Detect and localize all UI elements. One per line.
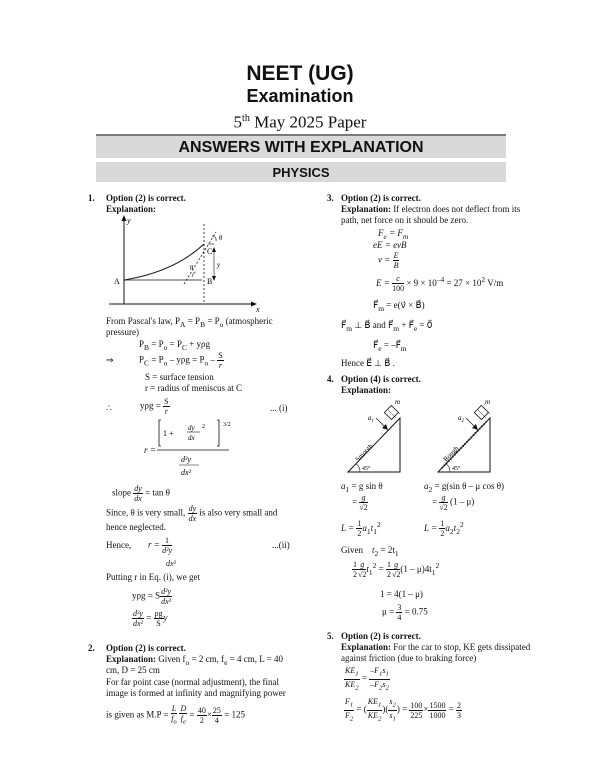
svg-text:dx: dx: [188, 434, 195, 442]
q4-incline-figure: [338, 398, 518, 476]
exam-subtitle: Examination: [246, 86, 354, 106]
q1-eq-yrhog: yρg = S $\frac{\text{d²y}}{\text{dx²}}$: [132, 587, 172, 606]
y-dimension-label: y: [217, 261, 221, 269]
y-axis-label: y: [127, 216, 131, 225]
svg-text:dy: dy: [188, 424, 195, 432]
q1-putting-line: Putting r in Eq. (i), we get: [106, 572, 200, 582]
svg-text:1 +: 1 +: [163, 429, 174, 438]
q1-number: 1.: [88, 193, 95, 203]
q4-explanation-label: Explanation:: [341, 385, 392, 395]
q1-eq-ii-tag: ...(ii): [272, 540, 290, 550]
q5-option: Option (2) is correct.: [341, 631, 421, 641]
theta-bottom-label: θ: [190, 264, 194, 272]
q4-number: 4.: [327, 374, 334, 384]
q1-s-def: S = surface tension: [145, 372, 214, 382]
q5-number: 5.: [327, 631, 334, 641]
theta-arc-top: [212, 236, 216, 241]
exam-title: NEET (UG): [246, 62, 354, 85]
q2-line2: cm, D = 25 cm: [106, 665, 160, 675]
q4-c2: = $\frac{g}{√2}$ (1 – μ): [432, 493, 475, 512]
block-rough: [474, 405, 488, 419]
q1-eq-pc: $P_C = P_o - y\rho g = P_o$ – $\frac{S}{r}$: [139, 351, 223, 370]
rough-incline: [438, 418, 490, 472]
q1-r-eq-label: r =: [144, 445, 156, 455]
q1-eq-pb: $P_B = P_o = P_C + y\rho g$: [139, 339, 211, 352]
q3-eq-Fm: $F⃗_m$ = e(v⃗ × B⃗): [373, 300, 425, 313]
q1-eq-i-tag: ... (i): [270, 403, 288, 413]
q1-hence-eq-bottom: dx²: [166, 559, 176, 568]
q1-r-formula: [157, 418, 237, 482]
q2-number: 2.: [88, 643, 95, 653]
smooth-label: Smooth: [353, 442, 375, 464]
q5-line2: against friction (due to braking force): [341, 653, 477, 663]
angle-label-1: 45°: [362, 466, 371, 472]
q4-result2: μ = $\frac{3}{4}$ = 0.75: [382, 603, 428, 622]
svg-text:3/2: 3/2: [223, 422, 231, 428]
q2-line4: image is formed at infinity and magnifying power: [106, 688, 286, 698]
q4-a1: $a_1 = g$ sin θ: [341, 481, 383, 494]
meniscus-curve: [124, 244, 204, 280]
point-b-label: B: [207, 277, 213, 286]
rough-label: Rough: [441, 444, 461, 464]
q4-c1: = $\frac{g}{√2}$: [352, 493, 368, 512]
angle-label-2: 45°: [452, 466, 461, 472]
q3-line2: path, net force on it should be zero.: [341, 215, 469, 225]
q3-eq-eE: eE = evB: [373, 240, 407, 250]
q3-eq-v: v = $\frac{E}{B}$: [378, 251, 399, 270]
q3-line1: Explanation: If electron does not deflect from its: [341, 204, 521, 214]
q3-hence: Hence E⃗ ⊥ B⃗ .: [341, 358, 395, 368]
q1-eq-final: $\frac{\text{d²y}}{\text{dx²}}$ = $\frac{\rho g}{S}$ y: [133, 609, 168, 628]
q1-since-line: Since, θ is very small, $\frac{dy}{dx}$ is also very small and: [106, 504, 278, 523]
q1-implies-arrow: ⇒: [106, 355, 114, 365]
accel-label-1: $a_1$: [368, 414, 374, 424]
q4-equation: $\frac{1}{2}$ $\frac{g}{√2}$ $t_1^2$ = $\frac{1}{2}$ $\frac{g}{√2}$ $(1 - \mu)4t_1^2$: [353, 560, 440, 580]
q4-a2: $a_2 = g(\sin$ θ – μ cos θ): [424, 481, 505, 494]
y-axis-arrow: [122, 215, 127, 221]
q5-line1: Explanation: For the car to stop, KE gets dissipated: [341, 642, 531, 652]
theta-top-label: θ: [219, 234, 223, 242]
point-a-label: A: [114, 277, 120, 286]
accel-label-2: $a_2$: [458, 414, 464, 424]
svg-text:2: 2: [202, 424, 205, 430]
section-band: ANSWERS WITH EXPLANATION: [96, 134, 506, 158]
q1-pascal-line2: pressure): [106, 327, 139, 337]
mass-label-2: m: [485, 398, 491, 406]
q1-pascal-line: From Pascal's law, $P_A = P_B = P_o$ (atmospheric: [106, 316, 273, 329]
q1-option: Option (2) is correct.: [106, 193, 186, 203]
q1-therefore: ∴: [106, 403, 112, 413]
q3-eq-perp: $F⃗_m$ ⊥ B⃗ and $F⃗_m$ + $F⃗_e$ = 0⃗: [341, 320, 433, 333]
q1-hence: Hence,: [106, 540, 132, 550]
q1-explanation-label: Explanation:: [106, 204, 157, 214]
paper-date: 5th May 2025 Paper: [233, 112, 367, 132]
q1-slope: slope $\frac{dy}{dx}$ = tan θ: [112, 484, 170, 503]
y-dimension-arrow-up: [212, 247, 216, 252]
theta-arc-bottom: [192, 272, 196, 277]
q1-meniscus-figure: [104, 214, 266, 314]
q4-result1: 1 = 4(1 – μ): [380, 589, 423, 599]
q2-given-line: Explanation: Given $f_o = 2$ cm, $f_e = 4$ cm, L = 40: [106, 654, 283, 667]
q1-since-line2: hence neglected.: [106, 522, 166, 532]
mass-label-1: m: [395, 398, 401, 406]
q1-r-def: r = radius of meniscus at C: [145, 383, 243, 393]
q3-eq-force-balance: $F_e = F_m$: [378, 228, 409, 241]
x-axis-label: x: [256, 305, 260, 314]
q2-line3: For far point case (normal adjustment), the final: [106, 677, 279, 687]
q2-mp-formula: is given as M.P = $\frac{L}{f_o}$ $\frac{D}{f_e}$ = $\frac{40}{2}$ × $\frac{25}{4}$ = 125: [106, 704, 245, 726]
q1-hence-eq: r = $\frac{1}{\text{d²y}}$: [148, 536, 173, 555]
q4-L1: L = $\frac{1}{2}$ $a_1t_1^2$: [341, 519, 381, 539]
q3-eq-Fe: $F⃗_e$ = $-F⃗_m$: [373, 340, 407, 353]
block-smooth: [384, 405, 398, 419]
q3-option: Option (2) is correct.: [341, 193, 421, 203]
svg-text:d²y: d²y: [181, 455, 191, 464]
subject-band: PHYSICS: [96, 162, 506, 182]
q5-force-ratio: $\frac{F_1}{F_2}$ = ( $\frac{KE_1}{KE_2}$ )( $\frac{s_2}{s_1}$ ) = $\frac{100}{225}$ × $\frac{1500}{1000}$ = $\frac{2}{3}$: [345, 697, 462, 723]
q3-number: 3.: [327, 193, 334, 203]
smooth-incline: [348, 418, 400, 472]
point-c-label: C: [207, 247, 213, 256]
q5-ke-ratio: $\frac{KE_1}{KE_2}$ = $\frac{-F_1s_1}{-F_2s_2}$: [345, 666, 389, 692]
q2-option: Option (2) is correct.: [106, 643, 186, 653]
q1-eq-i: yρg = $\frac{S}{r}$: [140, 397, 169, 416]
svg-text:dx²: dx²: [181, 468, 191, 477]
q4-given: Given $t_2 = 2t_1$: [341, 545, 399, 558]
q4-L2: L = $\frac{1}{2}$ $a_2t_2^2$: [424, 519, 464, 539]
q3-eq-E-value: E = $\frac{c}{100}$ × $9 \times 10^{-4} = 27 \times 10^2$ V/m: [376, 274, 504, 294]
q4-option: Option (4) is correct.: [341, 374, 421, 384]
y-dimension-arrow-down: [212, 276, 216, 281]
